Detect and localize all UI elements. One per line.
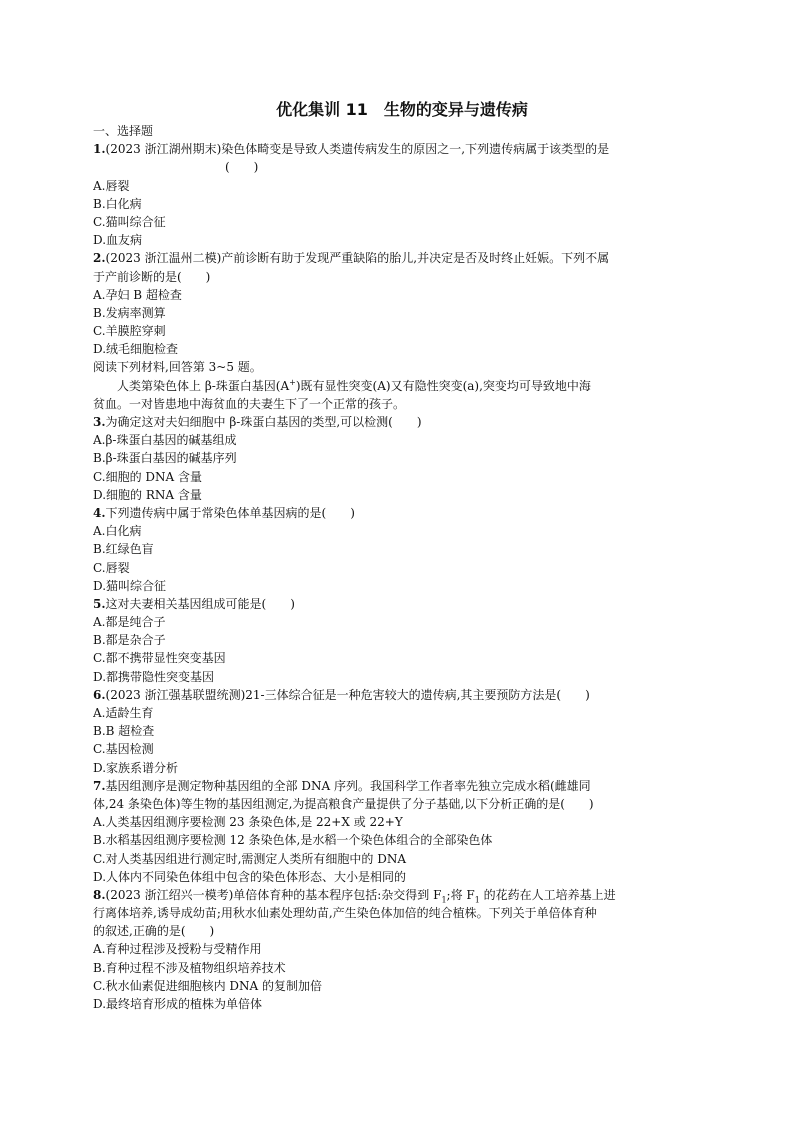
material-text-part: )既有显性突变(A)又有隐性突变(a),突变均可导致地中海: [295, 378, 591, 393]
question-text-continued: 的叙述,正确的是( ): [93, 924, 215, 939]
option: A.育种过程涉及授粉与受精作用: [93, 942, 262, 957]
question-text: (2023 浙江温州二模)产前诊断有助于发现严重缺陷的胎儿,并决定是否及时终止妊娠。下列不属: [105, 251, 610, 266]
material-text: [93, 377, 701, 395]
question-text: (2023 浙江湖州期末)染色体畸变是导致人类遗传病发生的原因之一,下列遗传病属于该类型的是: [105, 142, 610, 157]
question-8: [93, 886, 701, 904]
question-text-continued: 于产前诊断的是( ): [93, 269, 211, 284]
option: D.都携带隐性突变基因: [93, 669, 215, 684]
option: A.适龄生育: [93, 706, 154, 720]
question-3: [93, 413, 701, 431]
section-heading: 一、选择题: [93, 124, 154, 138]
subscript: 1: [474, 895, 480, 905]
question-6: [93, 686, 701, 704]
subscript: 1: [441, 895, 447, 905]
option: C.细胞的 DNA 含量: [93, 469, 202, 484]
question-text: 的花药在人工培养基上进: [479, 887, 616, 902]
material-intro: 阅读下列材料,回答第 3~5 题。: [93, 360, 262, 375]
question-text: 下列遗传病中属于常染色体单基因病的是( ): [105, 505, 355, 520]
option: A.都是纯合子: [93, 615, 166, 630]
option: C.羊膜腔穿刺: [93, 324, 166, 339]
question-text: (2023 浙江强基联盟统测)21-三体综合征是一种危害较大的遗传病,其主要预防方法是( ): [105, 687, 590, 702]
option: B.白化病: [93, 196, 142, 211]
option: D.血友病: [93, 233, 143, 248]
option: B.发病率测算: [93, 305, 166, 320]
option: C.对人类基因组进行测定时,需测定人类所有细胞中的 DNA: [93, 851, 406, 866]
page-title: 优化集训 11 生物的变异与遗传病: [276, 100, 528, 119]
option: A.唇裂: [93, 178, 130, 193]
option: B.β-珠蛋白基因的碱基序列: [93, 451, 237, 466]
option: D.人体内不同染色体组中包含的染色体形态、大小是相同的: [93, 869, 407, 884]
answer-paren: ( ): [225, 160, 259, 175]
option: B.水稻基因组测序要检测 12 条染色体,是水稻一个染色体组合的全部染色体: [93, 833, 493, 848]
question-7: [93, 777, 701, 795]
question-number: 2.: [93, 251, 106, 266]
superscript: +: [289, 377, 296, 387]
option: B.B 超检查: [93, 724, 155, 739]
question-text: 基因组测序是测定物种基因组的全部 DNA 序列。我国科学工作者率先独立完成水稻(雌雄同: [105, 778, 591, 793]
question-text: 这对夫妻相关基因组成可能是( ): [105, 596, 295, 611]
option: C.秋水仙素促进细胞核内 DNA 的复制加倍: [93, 978, 322, 993]
question-number: 5.: [93, 596, 106, 611]
question-2: [93, 249, 701, 267]
material-text-part: 人类第染色体上 β-珠蛋白基因(A: [117, 378, 290, 393]
option: C.都不携带显性突变基因: [93, 651, 226, 666]
option: A.孕妇 B 超检查: [93, 287, 182, 302]
question-4: [93, 504, 701, 522]
question-number: 8.: [93, 887, 106, 902]
question-text: (2023 浙江绍兴一模考)单倍体育种的基本程序包括:杂交得到 F: [105, 887, 442, 902]
option: D.猫叫综合征: [93, 578, 167, 593]
option: C.唇裂: [93, 560, 130, 575]
option: C.基因检测: [93, 742, 154, 757]
option: D.细胞的 RNA 含量: [93, 487, 202, 502]
option: B.都是杂合子: [93, 633, 166, 648]
question-number: 3.: [93, 415, 106, 429]
question-text-continued: 体,24 条染色体)等生物的基因组测定,为提高粮食产量提供了分子基础,以下分析正确的是( ): [93, 796, 594, 811]
question-number: 4.: [93, 505, 106, 520]
question-number: 6.: [93, 687, 106, 702]
material-text-continued: 贫血。一对皆患地中海贫血的夫妻生下了一个正常的孩子。: [93, 396, 406, 411]
option: B.红绿色盲: [93, 542, 154, 557]
question-number: 7.: [93, 778, 106, 793]
question-text: ;将 F: [446, 887, 475, 902]
option: D.家族系谱分析: [93, 760, 179, 775]
option: D.最终培育形成的植株为单倍体: [93, 997, 263, 1011]
option: A.β-珠蛋白基因的碱基组成: [93, 433, 237, 448]
option: A.人类基因组测序要检测 23 条染色体,是 22+X 或 22+Y: [93, 815, 403, 830]
option: D.绒毛细胞检查: [93, 342, 179, 357]
question-number: 1.: [93, 142, 106, 157]
document-page: [93, 98, 701, 1013]
option: A.白化病: [93, 524, 142, 539]
option: B.育种过程不涉及植物组织培养技术: [93, 960, 286, 975]
question-5: [93, 595, 701, 613]
question-1: [93, 140, 701, 158]
question-text: 为确定这对夫妇细胞中 β-珠蛋白基因的类型,可以检测( ): [105, 415, 422, 429]
option: C.猫叫综合征: [93, 214, 166, 229]
question-text-continued: 行离体培养,诱导成幼苗;用秋水仙素处理幼苗,产生染色体加倍的纯合植株。下列关于单倍体育种: [93, 906, 597, 921]
